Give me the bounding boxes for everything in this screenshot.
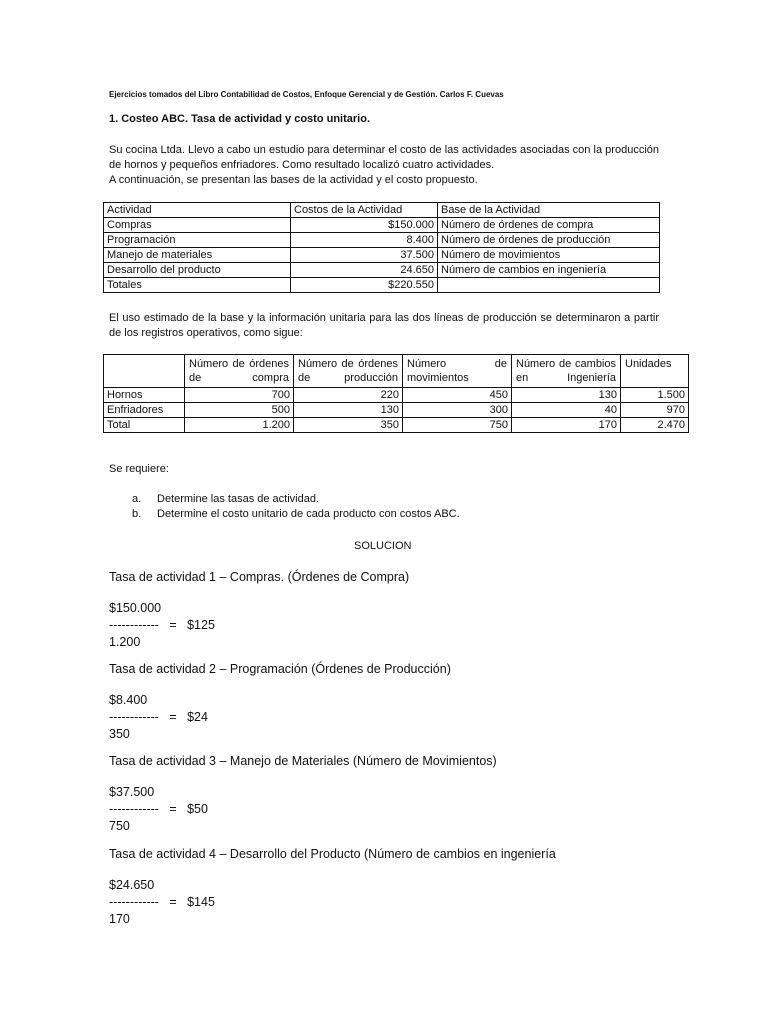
table-cell: 24.650 [291, 263, 438, 278]
fraction-numerator: $37.500 [109, 785, 155, 799]
table-cell: Desarrollo del producto [104, 263, 291, 278]
table-header-cell: Número de órdenes de producción [294, 355, 403, 388]
solution-heading: Tasa de actividad 3 – Manejo de Materiales (Número de Movimientos) [109, 754, 497, 768]
table-header-cell: Número de cambios en Ingeniería [512, 355, 621, 388]
intro-paragraph: Su cocina Ltda. Llevo a cabo un estudio para determinar el costo de las actividades asociadas con la producción de hornos y pequeños enfriadores. Como resultado localizó cuatro actividades. [109, 144, 659, 171]
fraction-result: ------------ = $145 [109, 895, 215, 909]
table-cell: Totales [104, 278, 291, 293]
table-header-cell: Número de órdenes de compra [185, 355, 294, 388]
table-cell: 40 [512, 403, 621, 418]
table-cell: Enfriadores [104, 403, 185, 418]
table-cell: 970 [621, 403, 689, 418]
table-cell: 700 [185, 388, 294, 403]
table-cell [438, 278, 660, 293]
rate-fraction [109, 784, 208, 835]
solution-heading: Tasa de actividad 2 – Programación (Órdenes de Producción) [109, 662, 451, 676]
table-cell: 170 [512, 418, 621, 433]
usage-text [109, 311, 659, 341]
table-cell: 500 [185, 403, 294, 418]
table-row [104, 218, 660, 233]
table-cell: 8.400 [291, 233, 438, 248]
usage-table [103, 354, 689, 433]
list-marker: b. [132, 508, 142, 520]
list-text: Determine las tasas de actividad. [157, 493, 320, 505]
table-cell: Número de órdenes de producción [438, 233, 660, 248]
table-cell: 1.500 [621, 388, 689, 403]
table-header-cell: Unidades [621, 355, 689, 388]
fraction-denominator: 170 [109, 912, 130, 926]
table-header-cell: Número de movimientos [403, 355, 512, 388]
table-header-cell [104, 355, 185, 388]
usage-paragraph: El uso estimado de la base y la información unitaria para las dos líneas de producción se determinaron a partir de los registros operativos, como sigue: [109, 312, 659, 339]
table-cell: $150.000 [291, 218, 438, 233]
task-list [109, 492, 460, 522]
table-cell: 300 [403, 403, 512, 418]
table-header-row [104, 355, 689, 388]
table-cell: Manejo de materiales [104, 248, 291, 263]
list-text: Determine el costo unitario de cada producto con costos ABC. [157, 508, 460, 520]
table-header-row [104, 203, 660, 218]
table-cell: 750 [403, 418, 512, 433]
fraction-result: ------------ = $125 [109, 618, 215, 632]
list-item [109, 492, 460, 507]
requires-label: Se requiere: [109, 463, 169, 475]
fraction-numerator: $24.650 [109, 878, 155, 892]
fraction-result: ------------ = $50 [109, 802, 208, 816]
fraction-denominator: 1.200 [109, 635, 141, 649]
table-cell: 220 [294, 388, 403, 403]
table-header-cell: Actividad [104, 203, 291, 218]
table-cell: 350 [294, 418, 403, 433]
list-marker: a. [132, 493, 142, 505]
table-cell: 450 [403, 388, 512, 403]
table-cell: Número de órdenes de compra [438, 218, 660, 233]
table-cell: 37.500 [291, 248, 438, 263]
fraction-numerator: $8.400 [109, 693, 148, 707]
intro-paragraph: A continuación, se presentan las bases de la actividad y el costo propuesto. [109, 174, 478, 186]
table-cell: Número de cambios en ingeniería [438, 263, 660, 278]
rate-fraction [109, 877, 215, 928]
table-cell: Total [104, 418, 185, 433]
solution-heading: Tasa de actividad 4 – Desarrollo del Producto (Número de cambios en ingeniería [109, 847, 556, 861]
table-row [104, 233, 660, 248]
table-row [104, 403, 689, 418]
source-note: Ejercicios tomados del Libro Contabilidad de Costos, Enfoque Gerencial y de Gestión. Carlos F. Cuevas [109, 90, 504, 99]
solution-title: SOLUCION [354, 540, 412, 552]
table-cell: 1.200 [185, 418, 294, 433]
table-header-cell: Base de la Actividad [438, 203, 660, 218]
table-cell: $220.550 [291, 278, 438, 293]
fraction-denominator: 350 [109, 727, 130, 741]
table-cell: Número de movimientos [438, 248, 660, 263]
solution-heading: Tasa de actividad 1 – Compras. (Órdenes de Compra) [109, 570, 410, 584]
table-cell: Hornos [104, 388, 185, 403]
intro-text [109, 143, 659, 188]
table-row [104, 388, 689, 403]
table-row [104, 278, 660, 293]
table-cell: Compras [104, 218, 291, 233]
table-header-cell: Costos de la Actividad [291, 203, 438, 218]
table-cell: 130 [294, 403, 403, 418]
table-row [104, 263, 660, 278]
table-cell: 130 [512, 388, 621, 403]
fraction-denominator: 750 [109, 819, 130, 833]
fraction-result: ------------ = $24 [109, 710, 208, 724]
table-cell: Programación [104, 233, 291, 248]
rate-fraction [109, 692, 208, 743]
table-cell: 2.470 [621, 418, 689, 433]
rate-fraction [109, 600, 215, 651]
table-row [104, 248, 660, 263]
section-title: 1. Costeo ABC. Tasa de actividad y costo unitario. [109, 113, 371, 125]
fraction-numerator: $150.000 [109, 601, 162, 615]
list-item [109, 507, 460, 522]
activities-table [103, 202, 660, 293]
table-row [104, 418, 689, 433]
